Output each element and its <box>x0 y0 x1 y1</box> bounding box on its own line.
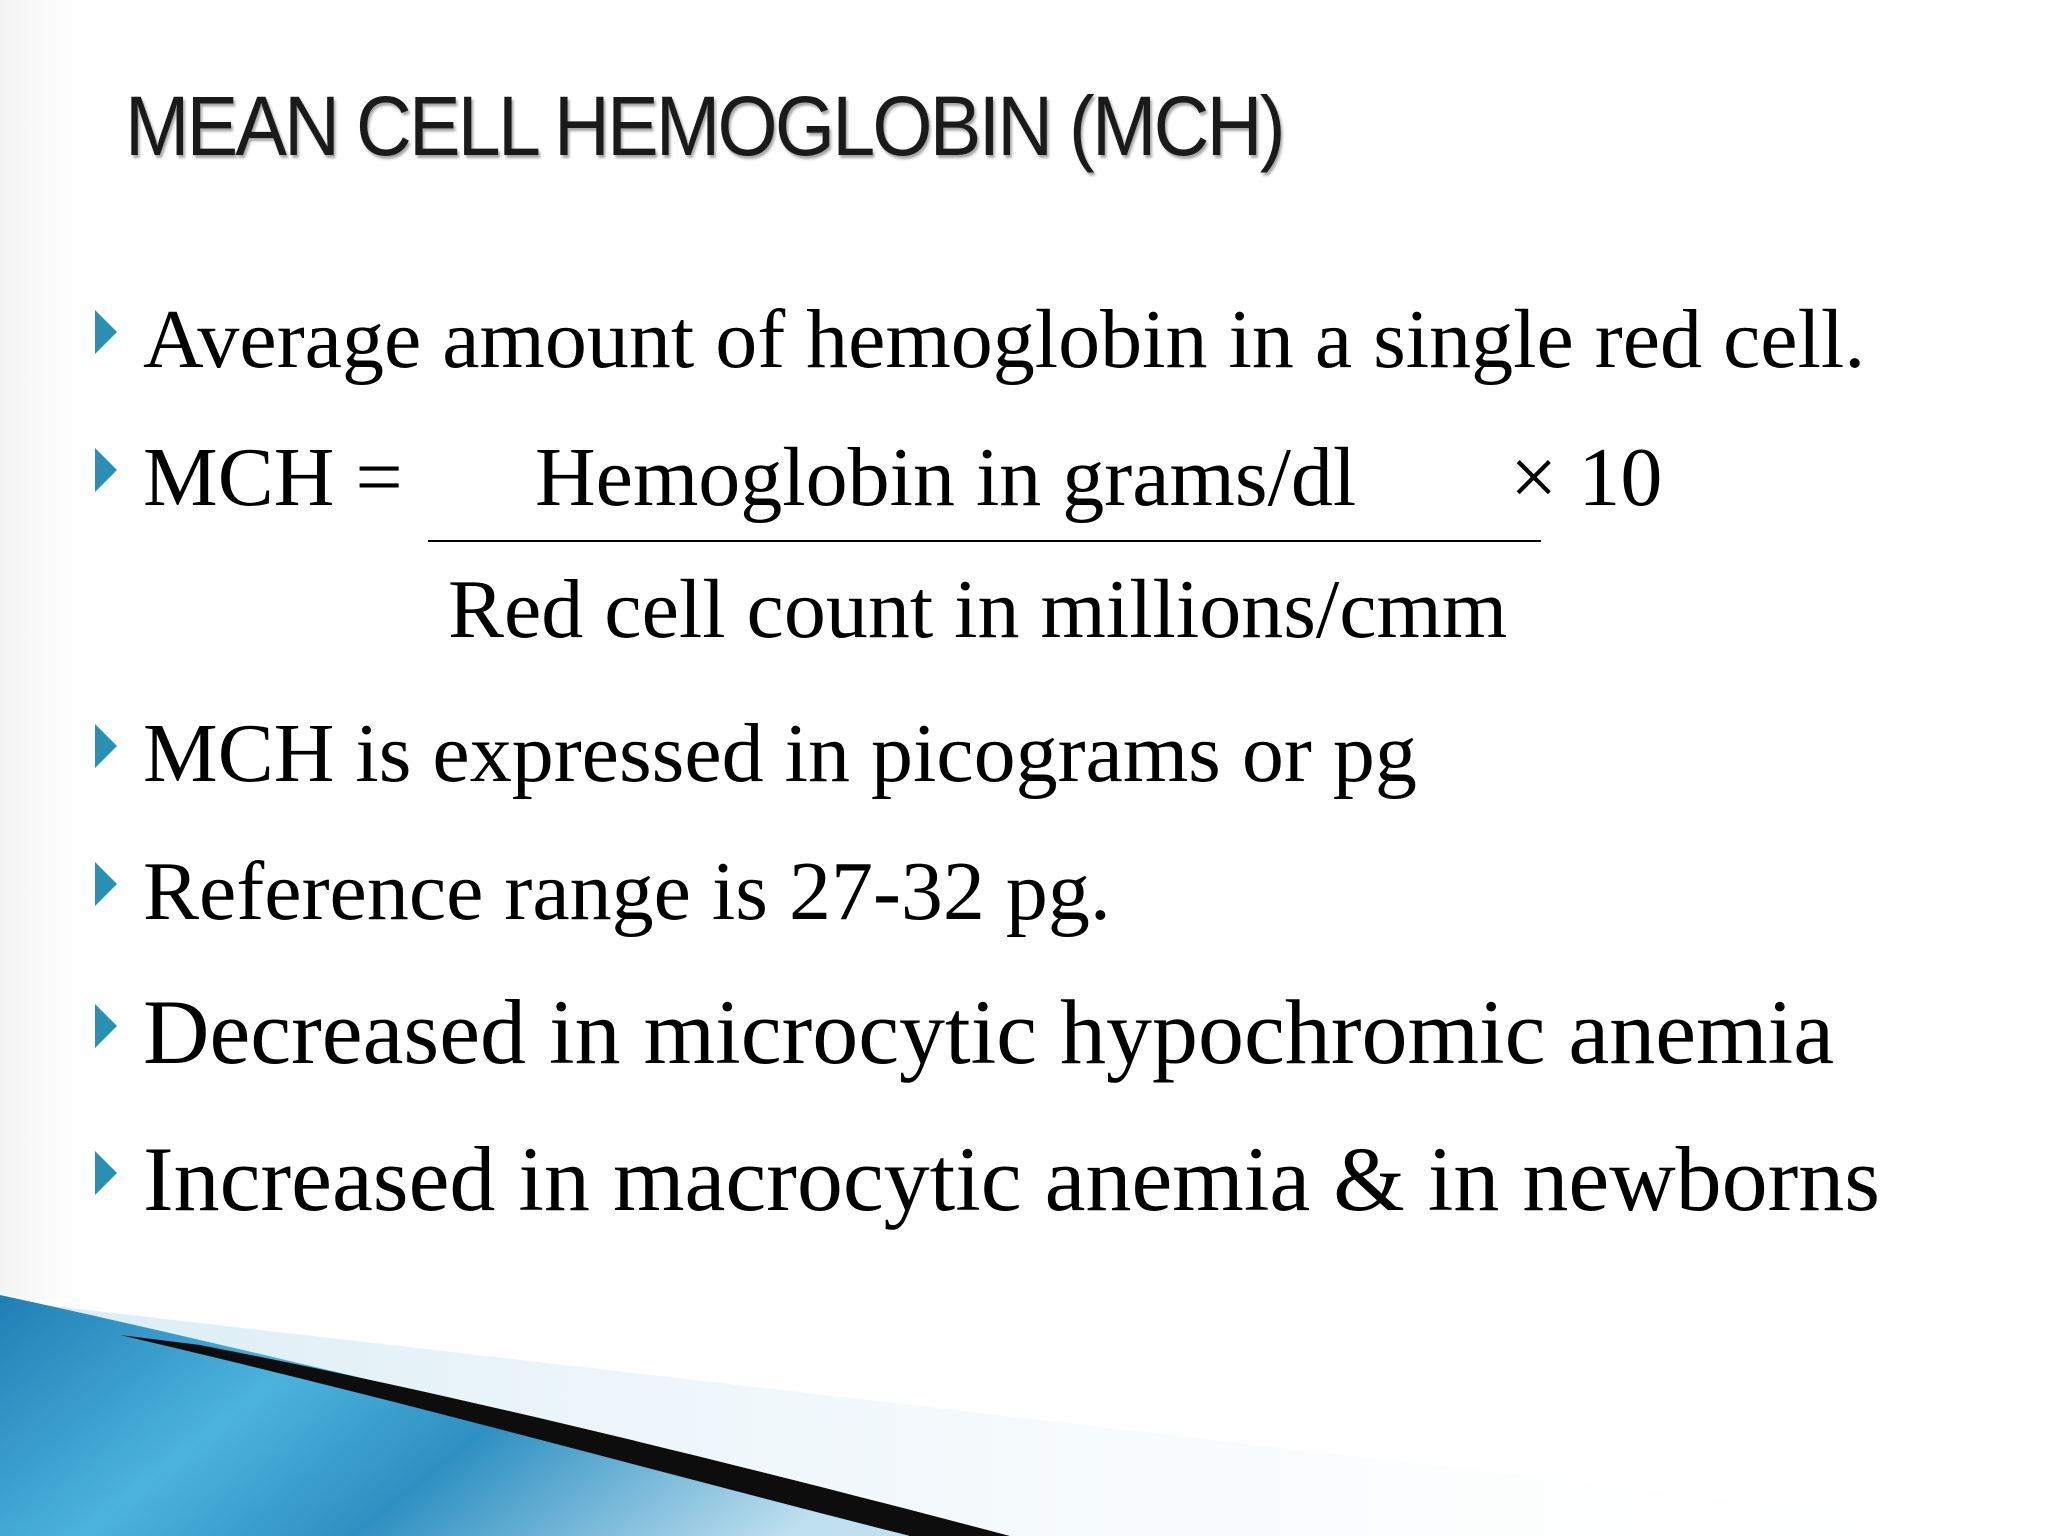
triangle-right-icon <box>95 724 117 768</box>
bullet-text: Average amount of hemoglobin in a single red cell. <box>143 293 1866 386</box>
triangle-right-icon <box>95 1151 117 1195</box>
fraction-bar <box>428 540 1541 542</box>
formula-numerator: Hemoglobin in grams/dl <box>535 431 1357 524</box>
formula-multiplier: × 10 <box>1510 431 1663 524</box>
triangle-right-icon <box>95 862 117 906</box>
left-fade <box>0 0 110 1300</box>
bullet-text: MCH is expressed in picograms or pg <box>143 707 1417 800</box>
bullet-definition <box>0 290 2048 400</box>
slide-title: MEAN CELL HEMOGLOBIN (MCH) <box>125 79 1283 173</box>
bullet-increased <box>0 1127 2048 1237</box>
formula-label: MCH = <box>143 431 403 524</box>
bullet-text: Decreased in microcytic hypochromic anemia <box>143 981 1835 1083</box>
bullet-decreased <box>0 980 2048 1090</box>
formula-denominator: Red cell count in millions/cmm <box>448 563 1508 656</box>
bullet-text: Reference range is 27-32 pg. <box>143 845 1111 938</box>
triangle-right-icon <box>95 448 117 492</box>
triangle-right-icon <box>95 1004 117 1048</box>
triangle-right-icon <box>95 310 117 354</box>
bullet-text: Increased in macrocytic anemia & in newborns <box>143 1128 1881 1230</box>
bullet-reference <box>0 842 2048 952</box>
bullet-expressed <box>0 704 2048 814</box>
